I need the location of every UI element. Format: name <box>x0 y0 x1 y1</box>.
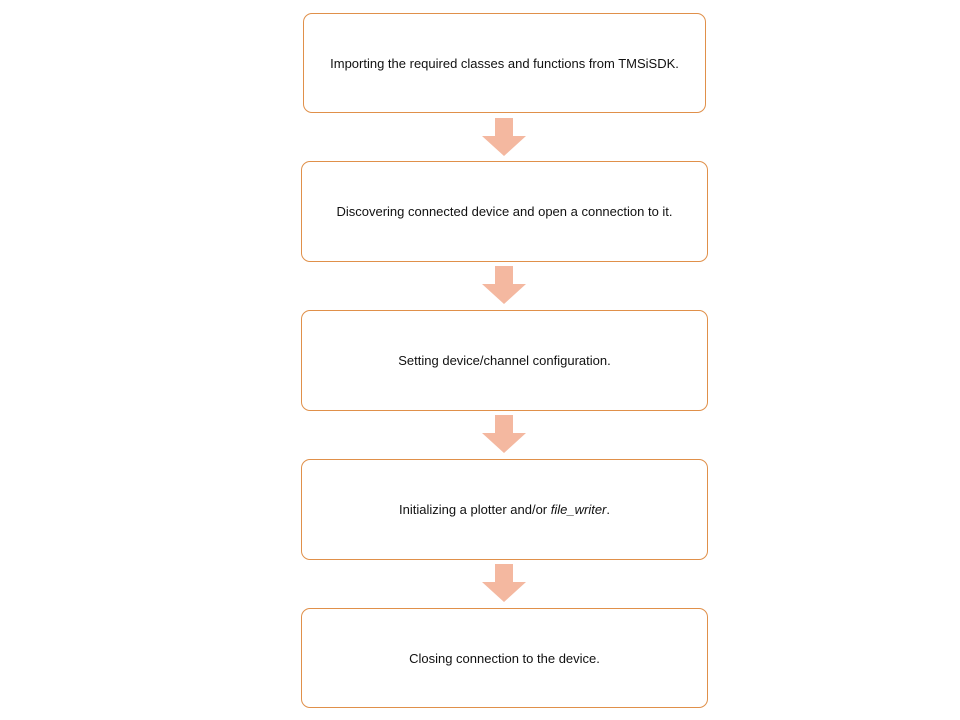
step-box-close <box>301 608 708 708</box>
step-box-initialize <box>301 459 708 560</box>
step-label-text: Initializing a plotter and/or <box>398 502 551 517</box>
step-label: Closing connection to the device. <box>409 650 600 666</box>
down-arrow-icon <box>482 564 526 602</box>
step-box-configure <box>301 310 708 411</box>
step-label-italic: file_writer <box>550 502 607 517</box>
step-box-import <box>303 13 706 113</box>
down-arrow-icon <box>482 266 526 304</box>
step-label <box>399 502 610 517</box>
down-arrow-icon <box>482 415 526 453</box>
step-box-discover <box>301 161 708 262</box>
step-label: Setting device/channel configuration. <box>398 353 611 368</box>
down-arrow-icon <box>482 118 526 156</box>
step-label: Importing the required classes and functions from TMSiSDK. <box>330 55 679 71</box>
step-label-end: . <box>606 502 610 517</box>
step-label: Discovering connected device and open a connection to it. <box>336 204 673 219</box>
